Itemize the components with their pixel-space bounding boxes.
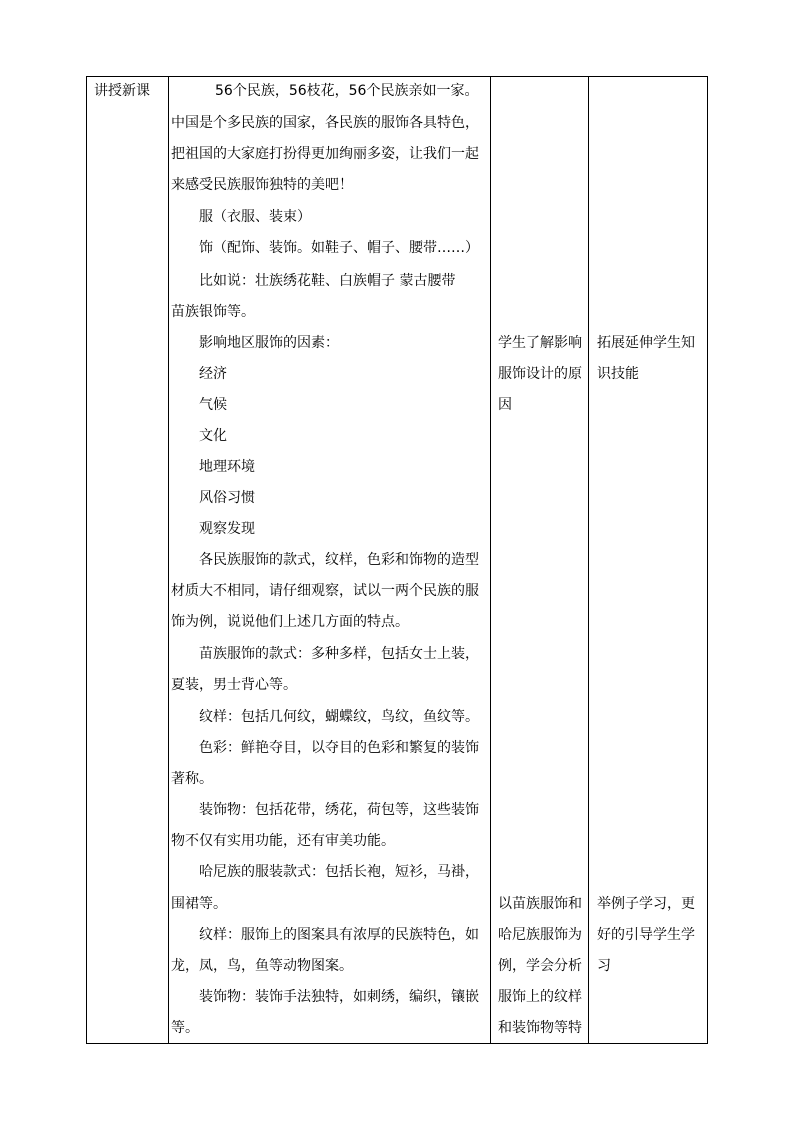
content-line: 来感受民族服饰独特的美吧！ (171, 177, 353, 193)
content-line: 比如说：壮族绣花鞋、白族帽子 蒙古腰带 (199, 273, 456, 289)
content-line: 苗族银饰等。 (171, 304, 255, 320)
content-line: 纹样：包括几何纹，蝴蝶纹，鸟纹，鱼纹等。 (199, 709, 479, 725)
activity-line: 服饰设计的原 (498, 366, 582, 382)
activity-line: 和装饰物等特 (498, 1020, 582, 1036)
student-activity-cell (491, 77, 588, 1043)
activity-line: 哈尼族服饰为 (498, 927, 582, 943)
content-line: 经济 (199, 366, 227, 382)
content-line: 风俗习惯 (199, 490, 255, 506)
content-line: 中国是个多民族的国家，各民族的服饰各具特色， (171, 115, 479, 131)
activity-line: 因 (498, 397, 512, 413)
content-line: 材质大不相同，请仔细观察，试以一两个民族的服 (171, 583, 479, 599)
content-line: 影响地区服饰的因素： (199, 335, 339, 351)
intent-line: 识技能 (597, 366, 639, 382)
content-line: 56个民族，56枝花，56个民族亲如一家。 (215, 83, 479, 99)
content-line: 哈尼族的服装款式：包括长袍，短衫，马褂， (199, 864, 479, 880)
activity-line: 例，学会分析 (498, 958, 582, 974)
intent-line: 拓展延伸学生知 (597, 335, 695, 351)
design-intent-cell (589, 77, 707, 1043)
content-line: 服（衣服、装束） (199, 209, 311, 225)
content-line: 气候 (199, 397, 227, 413)
intent-line: 习 (597, 958, 611, 974)
content-line: 各民族服饰的款式，纹样，色彩和饰物的造型 (199, 552, 479, 568)
content-line: 纹样：服饰上的图案具有浓厚的民族特色，如 (199, 927, 479, 943)
content-line: 物不仅有实用功能，还有审美功能。 (171, 833, 395, 849)
content-line: 著称。 (171, 771, 213, 787)
content-line: 观察发现 (199, 521, 255, 537)
content-line: 饰为例，说说他们上述几方面的特点。 (171, 614, 409, 630)
activity-line: 学生了解影响 (498, 335, 582, 351)
content-line: 装饰物：装饰手法独特，如刺绣，编织，镶嵌 (199, 989, 479, 1005)
intent-line: 好的引导学生学 (597, 927, 695, 943)
content-line: 夏装，男士背心等。 (171, 677, 297, 693)
content-line: 龙，凤，鸟，鱼等动物图案。 (171, 958, 353, 974)
section-cell (87, 77, 168, 1043)
activity-line: 服饰上的纹样 (498, 989, 582, 1005)
content-line: 围裙等。 (171, 896, 227, 912)
activity-line: 以苗族服饰和 (498, 896, 582, 912)
content-line: 装饰物：包括花带，绣花，荷包等，这些装饰 (199, 802, 479, 818)
intent-line: 举例子学习，更 (597, 896, 695, 912)
content-line: 文化 (199, 428, 227, 444)
content-line: 地理环境 (199, 459, 255, 475)
content-line: 色彩：鲜艳夺目，以夺目的色彩和繁复的装饰 (199, 740, 479, 756)
content-line: 苗族服饰的款式：多种多样，包括女士上装， (199, 646, 479, 662)
section-label: 讲授新课 (94, 83, 150, 99)
content-line: 等。 (171, 1020, 199, 1036)
content-line: 饰（配饰、装饰。如鞋子、帽子、腰带……） (199, 240, 479, 256)
lesson-table (86, 76, 708, 1044)
content-cell (169, 77, 490, 1043)
content-line: 把祖国的大家庭打扮得更加绚丽多姿，让我们一起 (171, 146, 479, 162)
